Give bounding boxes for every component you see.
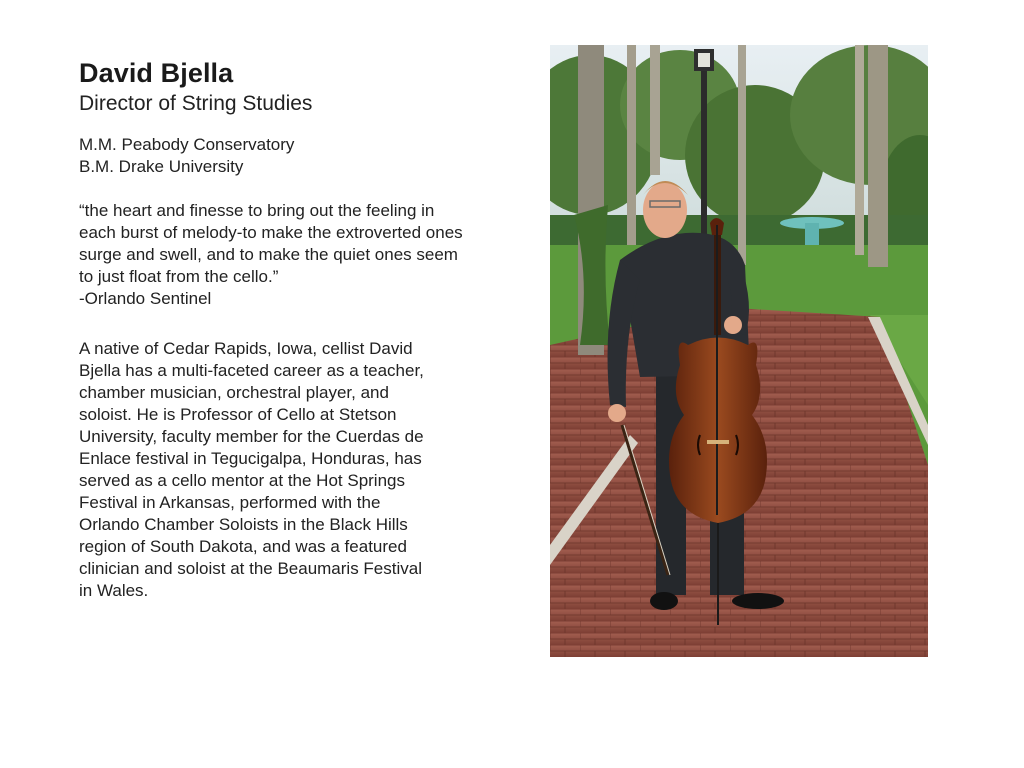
bio-line: in Wales.: [79, 581, 149, 600]
quote-line: surge and swell, and to make the quiet ones seem: [79, 245, 458, 264]
quote-line: to just float from the cello.”: [79, 267, 279, 286]
bio-line: chamber musician, orchestral player, and: [79, 383, 389, 402]
bio-line: clinician and soloist at the Beaumaris Festival: [79, 559, 422, 578]
portrait-illustration: [550, 45, 928, 657]
degrees-list: [79, 134, 519, 178]
bio-line: University, faculty member for the Cuerdas de: [79, 427, 424, 446]
degree-line: B.M. Drake University: [79, 157, 244, 176]
biography-paragraph: [79, 338, 519, 602]
quote-line: each burst of melody-to make the extroverted ones: [79, 223, 463, 242]
bio-line: soloist. He is Professor of Cello at Stetson: [79, 405, 397, 424]
quote-line: “the heart and finesse to bring out the feeling in: [79, 201, 435, 220]
bio-line: region of South Dakota, and was a featured: [79, 537, 407, 556]
bio-line: Orlando Chamber Soloists in the Black Hills: [79, 515, 408, 534]
bio-line: A native of Cedar Rapids, Iowa, cellist David: [79, 339, 413, 358]
bio-line: Festival in Arkansas, performed with the: [79, 493, 381, 512]
person-title: Director of String Studies: [79, 92, 313, 115]
press-quote: [79, 200, 519, 310]
person-name: David Bjella: [79, 58, 234, 88]
bio-line: Enlace festival in Tegucigalpa, Honduras, has: [79, 449, 422, 468]
bio-line: Bjella has a multi-faceted career as a teacher,: [79, 361, 424, 380]
bio-line: served as a cello mentor at the Hot Springs: [79, 471, 405, 490]
portrait-photo: [550, 45, 928, 657]
degree-line: M.M. Peabody Conservatory: [79, 135, 295, 154]
bio-text-column: [79, 56, 519, 602]
quote-attribution: -Orlando Sentinel: [79, 289, 212, 308]
